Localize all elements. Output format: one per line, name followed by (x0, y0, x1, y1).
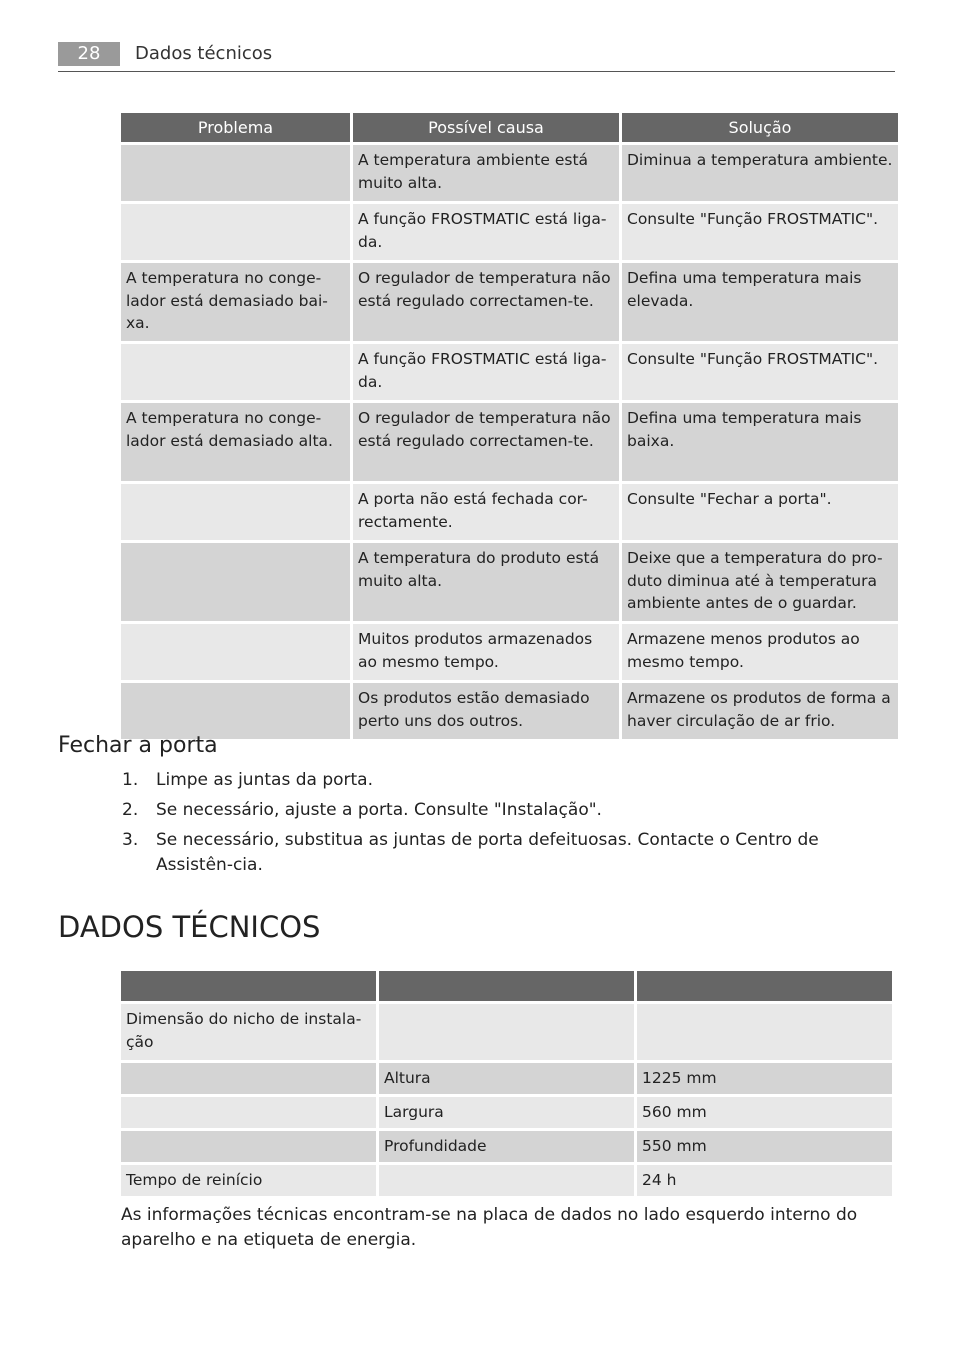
cause-cell: Os produtos estão demasiado perto uns dos outros. (353, 683, 619, 739)
problem-cell (121, 145, 350, 201)
problem-cell (121, 624, 350, 680)
spec-sublabel-cell: Largura (379, 1097, 634, 1128)
table-row (121, 683, 898, 739)
spec-value-cell: 550 mm (637, 1131, 892, 1162)
column-header (121, 971, 376, 1001)
solution-cell: Consulte "Função FROSTMATIC". (622, 344, 898, 400)
troubleshooting-table (118, 110, 901, 742)
step-number: 1. (122, 770, 139, 790)
spec-label-cell (121, 1131, 376, 1162)
footnote-text: As informações técnicas encontram-se na placa de dados no lado esquerdo interno do aparelho e na etiqueta de energia. (121, 1205, 858, 1250)
spec-sublabel-cell (379, 1165, 634, 1196)
spec-label-cell: Dimensão do nicho de instala-ção (121, 1004, 376, 1060)
solution-cell: Consulte "Fechar a porta". (622, 484, 898, 540)
table-row (121, 344, 898, 400)
cause-cell: A função FROSTMATIC está liga-da. (353, 204, 619, 260)
problem-cell: A temperatura no conge-lador está demasiado alta. (121, 403, 350, 481)
cause-cell: A temperatura do produto está muito alta. (353, 543, 619, 621)
table-row (121, 145, 898, 201)
problem-cell (121, 344, 350, 400)
problem-cell (121, 204, 350, 260)
cause-cell: A temperatura ambiente está muito alta. (353, 145, 619, 201)
solution-cell: Defina uma temperatura mais baixa. (622, 403, 898, 481)
table-row (121, 1004, 892, 1060)
spec-sublabel-cell (379, 1004, 634, 1060)
solution-cell: Consulte "Função FROSTMATIC". (622, 204, 898, 260)
table-row (121, 204, 898, 260)
column-header: Possível causa (353, 113, 619, 142)
step-text: Limpe as juntas da porta. (156, 770, 373, 790)
technical-data-table (118, 968, 895, 1199)
spec-sublabel-cell: Profundidade (379, 1131, 634, 1162)
chapter-title: DADOS TÉCNICOS (58, 910, 321, 944)
running-title: Dados técnicos (135, 43, 273, 64)
spec-label-cell (121, 1097, 376, 1128)
column-header: Solução (622, 113, 898, 142)
step-text: Se necessário, substitua as juntas de porta defeituosas. Contacte o Centro de Assistên-cia. (156, 830, 819, 875)
cause-cell: O regulador de temperatura não está regulado correctamen-te. (353, 403, 619, 481)
page-header (58, 40, 895, 72)
spec-value-cell: 1225 mm (637, 1063, 892, 1094)
solution-cell: Deixe que a temperatura do pro-duto diminua até à temperatura ambiente antes de o guardar. (622, 543, 898, 621)
table-row (121, 1097, 892, 1128)
table-header-row (121, 971, 892, 1001)
solution-cell: Armazene menos produtos ao mesmo tempo. (622, 624, 898, 680)
table-row (121, 1165, 892, 1196)
table-row (121, 624, 898, 680)
spec-label-cell (121, 1063, 376, 1094)
cause-cell: O regulador de temperatura não está regulado correctamen-te. (353, 263, 619, 341)
problem-cell: A temperatura no conge-lador está demasiado bai-xa. (121, 263, 350, 341)
list-item (58, 768, 895, 793)
column-header (637, 971, 892, 1001)
page-number: 28 (58, 42, 120, 66)
steps-list (58, 768, 895, 883)
column-header (379, 971, 634, 1001)
cause-cell: A função FROSTMATIC está liga-da. (353, 344, 619, 400)
cause-cell: A porta não está fechada cor-rectamente. (353, 484, 619, 540)
table-header-row (121, 113, 898, 142)
problem-cell (121, 543, 350, 621)
spec-value-cell: 24 h (637, 1165, 892, 1196)
table-row (121, 543, 898, 621)
table-row (121, 263, 898, 341)
spec-label-cell: Tempo de reinício (121, 1165, 376, 1196)
column-header: Problema (121, 113, 350, 142)
spec-sublabel-cell: Altura (379, 1063, 634, 1094)
spec-value-cell: 560 mm (637, 1097, 892, 1128)
solution-cell: Defina uma temperatura mais elevada. (622, 263, 898, 341)
solution-cell: Armazene os produtos de forma a haver circulação de ar frio. (622, 683, 898, 739)
list-item (58, 798, 895, 823)
cause-cell: Muitos produtos armazenados ao mesmo tempo. (353, 624, 619, 680)
table-row (121, 484, 898, 540)
step-text: Se necessário, ajuste a porta. Consulte "Instalação". (156, 800, 602, 820)
problem-cell (121, 484, 350, 540)
table-row (121, 1063, 892, 1094)
spec-value-cell (637, 1004, 892, 1060)
step-number: 2. (122, 800, 139, 820)
table-row (121, 403, 898, 481)
section-title: Fechar a porta (58, 733, 218, 758)
table-row (121, 1131, 892, 1162)
list-item (58, 828, 895, 878)
step-number: 3. (122, 830, 139, 850)
solution-cell: Diminua a temperatura ambiente. (622, 145, 898, 201)
